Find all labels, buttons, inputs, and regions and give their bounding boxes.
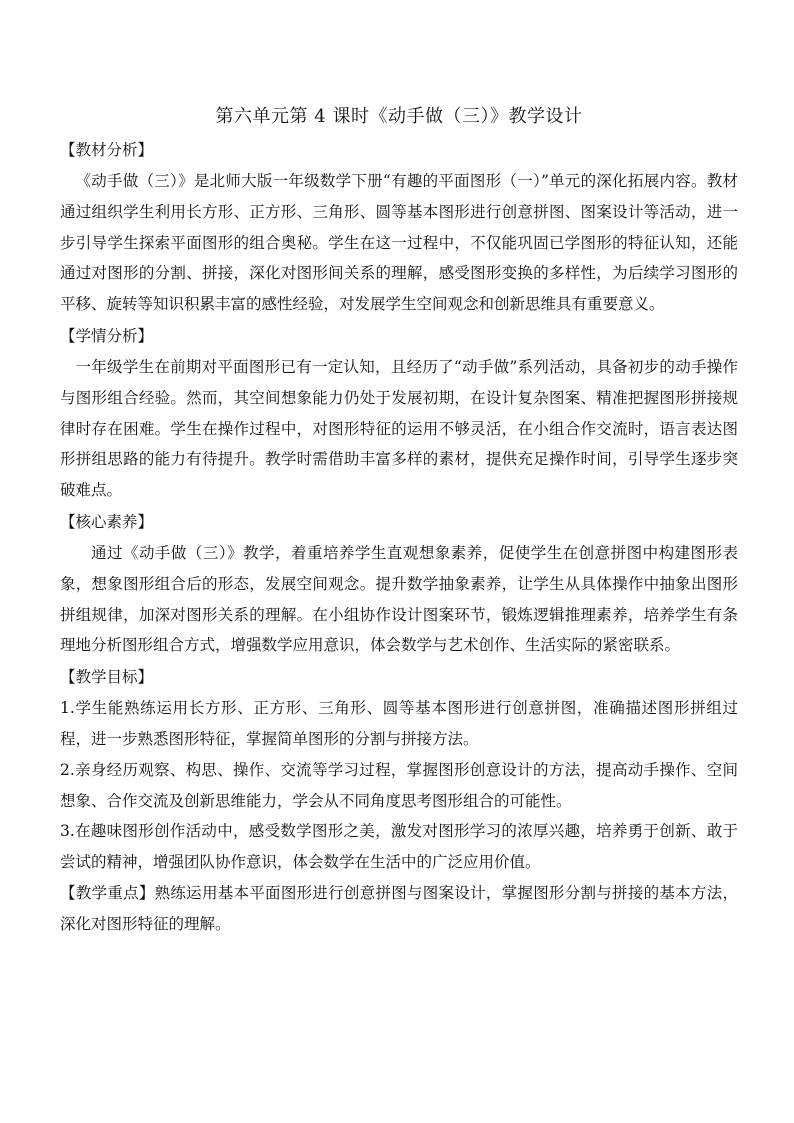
section-heading-textbook-analysis: 【教材分析】	[60, 141, 154, 159]
key-point-text: 熟练运用基本平面图形进行创意拼图与图案设计，掌握图形分割与拼接的基本方法，深化对图形特征的理解。	[60, 883, 738, 933]
section-heading-teaching-goals: 【教学目标】	[60, 668, 154, 687]
section-paragraph-student-analysis: 一年级学生在前期对平面图形已有一定认知，且经历了“动手做”系列活动，具备初步的动手操作与图形组合经验。然而，其空间想象能力仍处于发展初期，在设计复杂图案、精准把握图形拼接规律时存在困难。学生在操作过程中，对图形特征的运用不够灵活，在小组合作交流时，语言表达图形拼组思路的能力有待提升。教学时需借助丰富多样的素材，提供充足操作时间，引导学生逐步突破难点。	[60, 357, 738, 500]
document-title: 第六单元第 4 课时《动手做（三）》教学设计	[215, 106, 583, 127]
document-page	[60, 104, 738, 940]
section-paragraph-core-literacy: 通过《动手做（三）》教学，着重培养学生直观想象素养，促使学生在创意拼图中构建图形表象，想象图形组合后的形态，发展空间观念。提升数学抽象素养，让学生从具体操作中抽象出图形拼组规律，加深对图形关系的理解。在小组协作设计图案环节，锻炼逻辑推理素养，培养学生有条理地分析图形组合方式，增强数学应用意识，体会数学与艺术创作、生活实际的紧密联系。	[60, 543, 738, 655]
key-point-paragraph	[60, 878, 738, 940]
section-heading-core-literacy: 【核心素养】	[60, 512, 154, 531]
section-paragraph-textbook-analysis: 《动手做（三）》是北师大版一年级数学下册“有趣的平面图形（一）”单元的深化拓展内容。教材通过组织学生利用长方形、正方形、三角形、圆等基本图形进行创意拼图、图案设计等活动，进一步引导学生探索平面图形的组合奥秘。学生在这一过程中，不仅能巩固已学图形的特征认知，还能通过对图形的分割、拼接，深化对图形间关系的理解，感受图形变换的多样性，为后续学习图形的平移、旋转等知识积累丰富的感性经验，对发展学生空间观念和创新思维具有重要意义。	[60, 172, 738, 314]
teaching-goal-item: 1.学生能熟练运用长方形、正方形、三角形、圆等基本图形进行创意拼图，准确描述图形拼组过程，进一步熟悉图形特征，掌握简单图形的分割与拼接方法。	[60, 699, 738, 748]
section-heading-student-analysis: 【学情分析】	[60, 326, 154, 345]
key-point-heading: 【教学重点】	[60, 883, 155, 902]
teaching-goal-item: 2.亲身经历观察、构思、操作、交流等学习过程，掌握图形创意设计的方法，提高动手操作、空间想象、合作交流及创新思维能力，学会从不同角度思考图形组合的可能性。	[60, 760, 738, 810]
teaching-goal-item: 3.在趣味图形创作活动中，感受数学图形之美，激发对图形学习的浓厚兴趣，培养勇于创新、敢于尝试的精神，增强团队协作意识，体会数学在生活中的广泛应用价值。	[60, 822, 738, 872]
